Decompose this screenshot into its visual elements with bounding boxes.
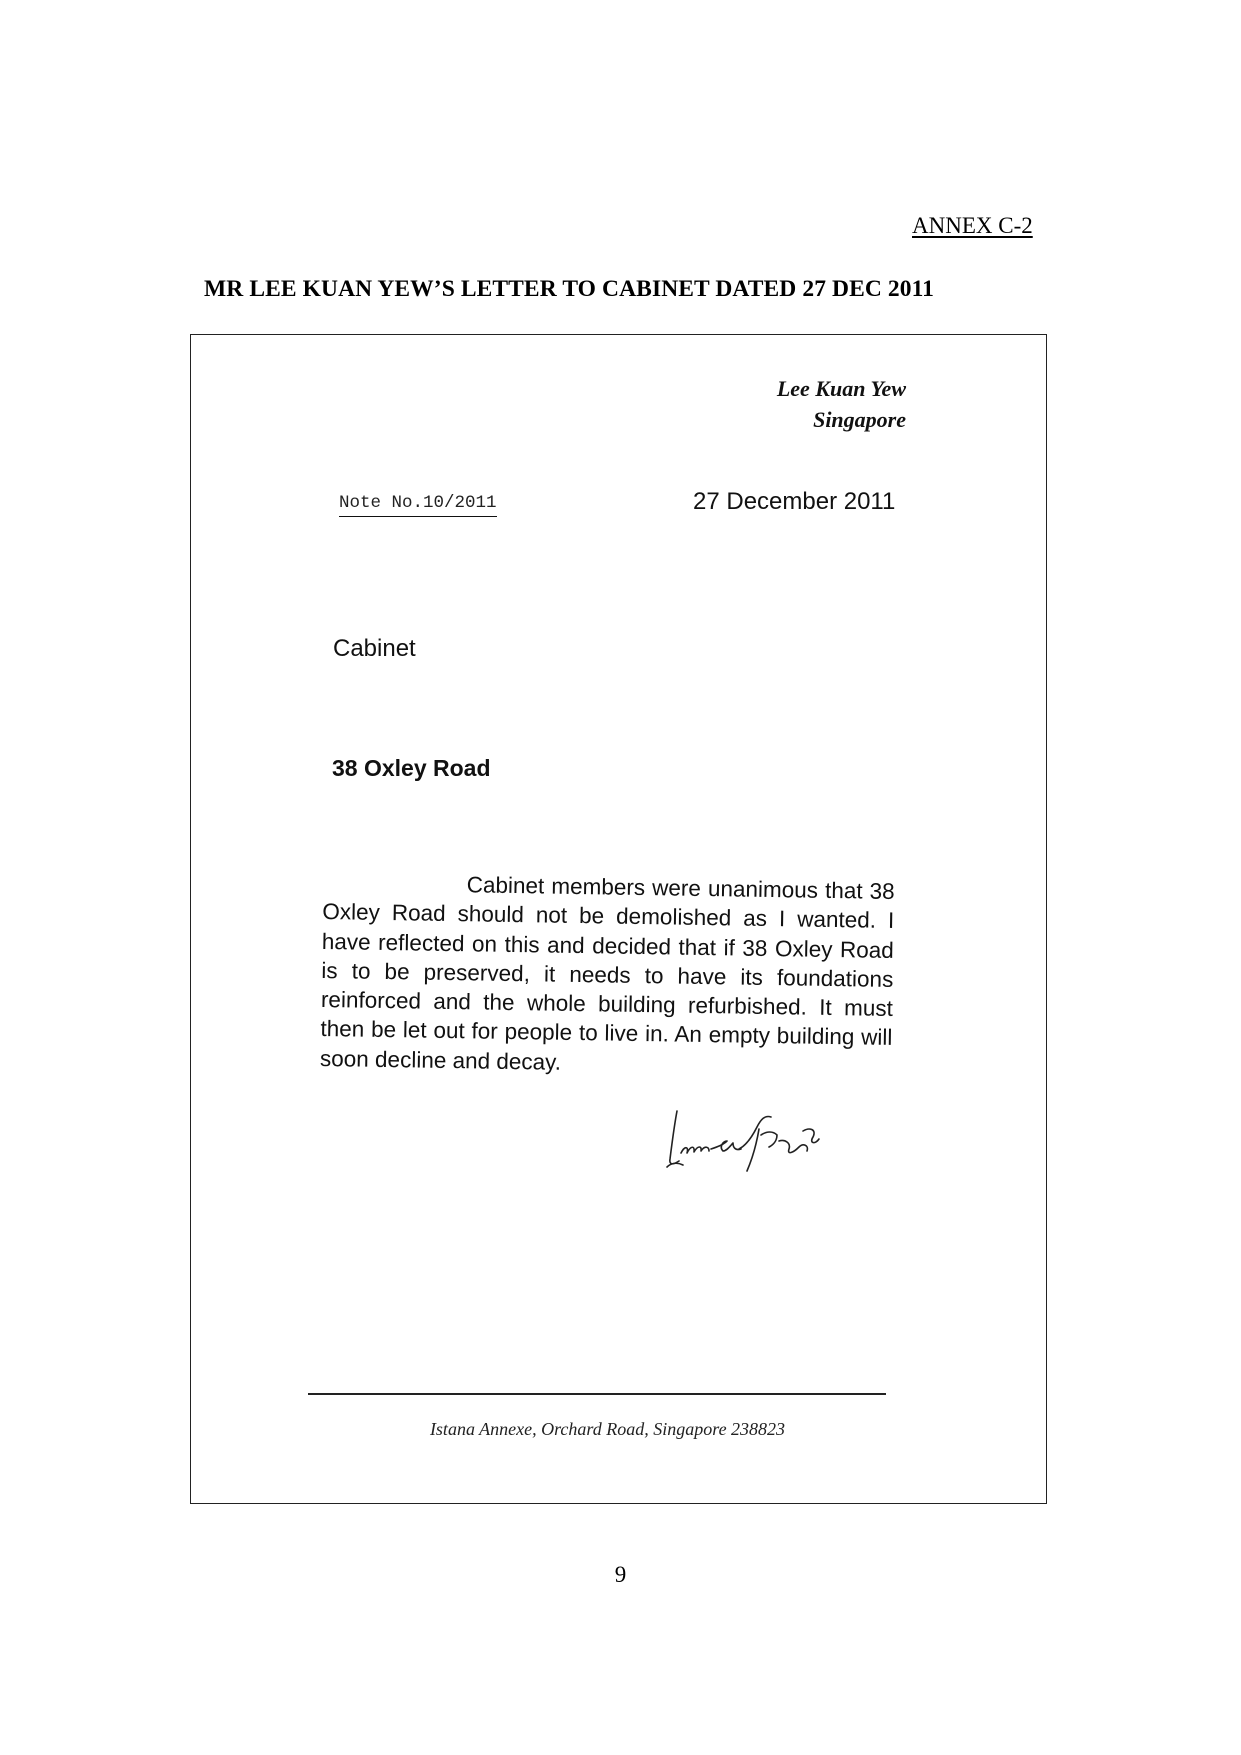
letterhead-location: Singapore (813, 407, 906, 432)
handwritten-signature (661, 1105, 851, 1185)
document-title: MR LEE KUAN YEW’S LETTER TO CABINET DATED 27 DEC 2011 (204, 276, 935, 302)
letterhead-name: Lee Kuan Yew (776, 376, 906, 401)
footer-divider (308, 1393, 886, 1395)
letterhead (777, 373, 906, 435)
letter-scan (190, 334, 1047, 1504)
letter-recipient: Cabinet (333, 635, 416, 662)
letter-subject: 38 Oxley Road (332, 755, 491, 781)
footer-address: Istana Annexe, Orchard Road, Singapore 238823 (429, 1419, 786, 1439)
letter-body: Cabinet members were unanimous that 38 Oxley Road should not be demolished as I wanted. I have reflected on this and decided that if 38 Oxley Road is to be preserved, it needs to have its foundations reinforced and the whole building refurbished. It must then be let out for people to live in. An empty building will soon decline and decay. (319, 872, 895, 1075)
note-number: Note No.10/2011 (339, 493, 497, 517)
annex-label: ANNEX C-2 (912, 213, 1033, 238)
page-number: 9 (614, 1562, 627, 1587)
letter-date: 27 December 2011 (693, 488, 896, 515)
